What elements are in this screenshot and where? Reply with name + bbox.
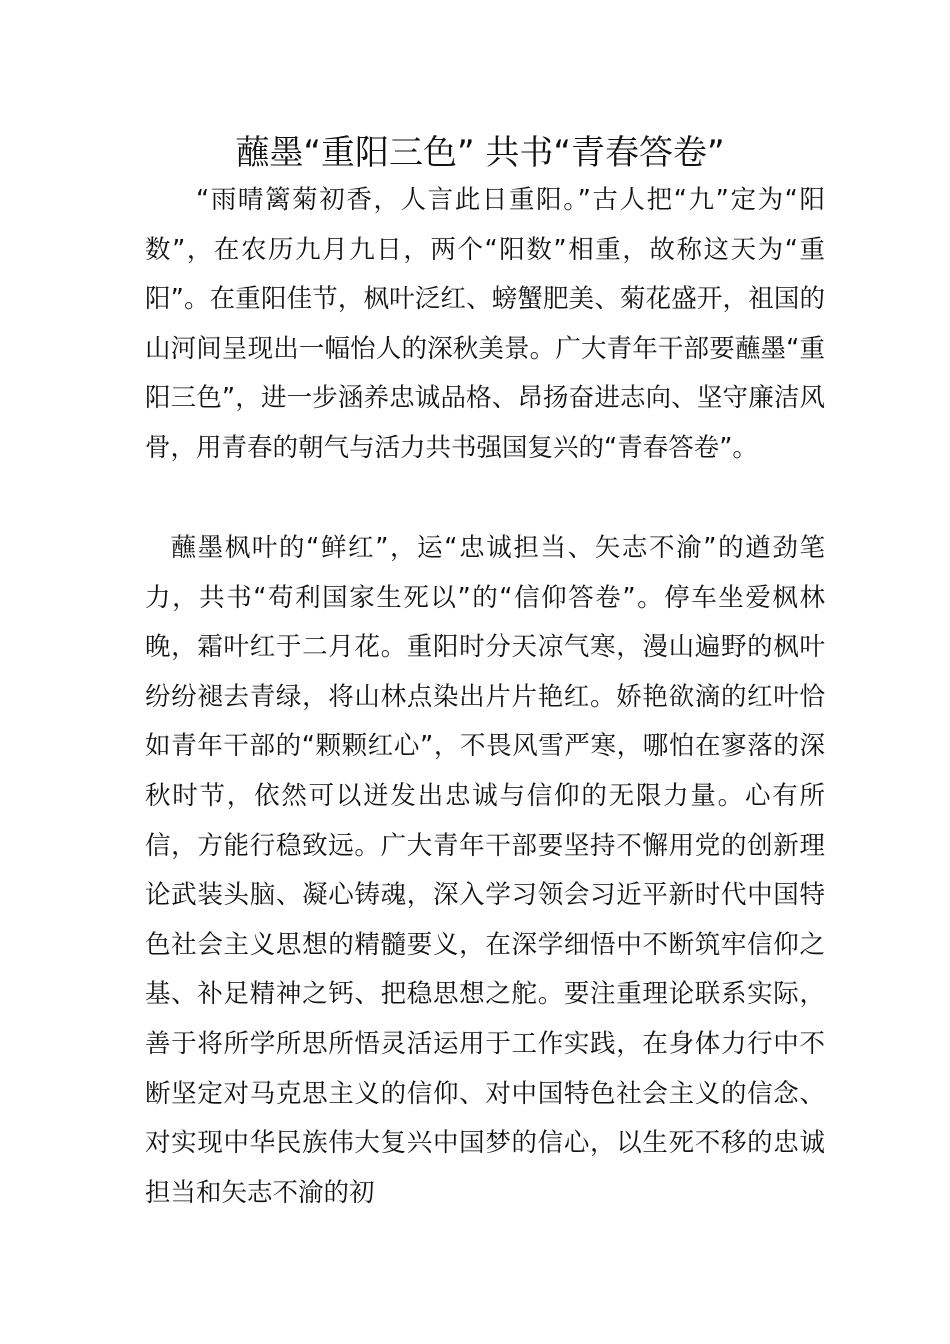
paragraph-2: 蘸墨枫叶的“鲜红”，运“忠诚担当、矢志不渝”的遒劲笔力，共书“苟利国家生死以”的“信仰答卷”。停车坐爱枫林晚，霜叶红于二月花。重阳时分天凉气寒，漫山遍野的枫叶纷纷褪去青绿，将山林点染出片片艳红。娇艳欲滴的红叶恰如青年干部的“颗颗红心”，不畏风雪严寒，哪怕在寥落的深秋时节，依然可以迸发出忠诚与信仰的无限力量。心有所信，方能行稳致远。广大青年干部要坚持不懈用党的创新理论武装头脑、凝心铸魂，深入学习领会习近平新时代中国特色社会主义思想的精髓要义，在深学细悟中不断筑牢信仰之基、补足精神之钙、把稳思想之舵。要注重理论联系实际，善于将所学所思所悟灵活运用于工作实践，在身体力行中不断坚定对马克思主义的信仰、对中国特色社会主义的信念、对实现中华民族伟大复兴中国梦的信心，以生死不移的忠诚担当和矢志不渝的初 <box>145 533 825 1208</box>
document-title: 蘸墨“重阳三色” 共书“青春答卷” <box>235 133 725 173</box>
paragraph-1: “雨晴篱菊初香，人言此日重阳。”古人把“九”定为“阳数”，在农历九月九日，两个“阳数”相重，故称这天为“重阳”。在重阳佳节，枫叶泛红、螃蟹肥美、菊花盛开，祖国的山河间呈现出一幅怡人的深秋美景。广大青年干部要蘸墨“重阳三色”，进一步涵养忠诚品格、昂扬奋进志向、坚守廉洁风骨，用青春的朝气与活力共书强国复兴的“青春答卷”。 <box>145 185 825 463</box>
